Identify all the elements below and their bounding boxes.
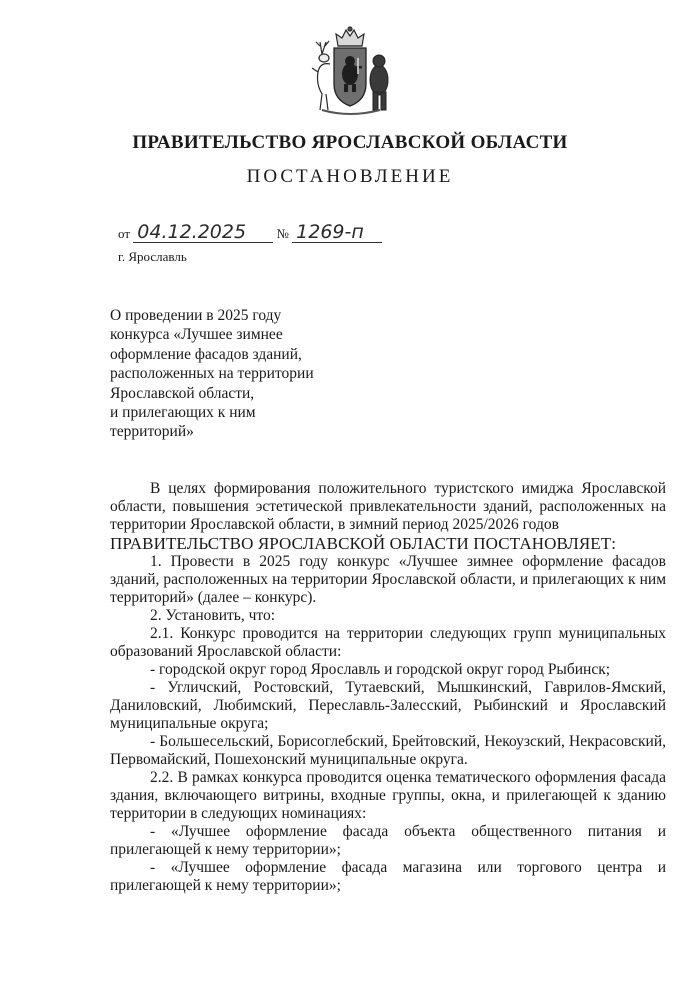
subject-line: конкурса «Лучшее зимнее xyxy=(110,326,283,344)
subject-line: расположенных на территории xyxy=(110,365,314,383)
subject-line: и прилегающих к ним xyxy=(110,404,256,422)
preamble-paragraph: В целях формирования положительного туристского имиджа Ярославской области, повышения эстетической привлекательности зданий, расположенных на территории Ярославской области, в зимний период 2025/2026 годов xyxy=(110,480,666,533)
organization-title: ПРАВИТЕЛЬСТВО ЯРОСЛАВСКОЙ ОБЛАСТИ xyxy=(132,132,568,153)
subject-line: О проведении в 2025 году xyxy=(110,307,282,324)
document-type: ПОСТАНОВЛЕНИЕ xyxy=(246,166,454,187)
paragraph-2: 2. Установить, что: xyxy=(150,607,276,624)
subject-line: территорий» xyxy=(110,423,194,441)
ribbon-icon xyxy=(322,110,380,114)
coat-of-arms-emblem xyxy=(300,24,400,116)
handwritten-date: 04.12.2025 xyxy=(133,222,273,243)
city-label: г. Ярославль xyxy=(118,249,187,264)
resolves-heading: ПРАВИТЕЛЬСТВО ЯРОСЛАВСКОЙ ОБЛАСТИ ПОСТАНОВЛЯЕТ: xyxy=(110,534,617,553)
document-body xyxy=(110,480,666,895)
subject-block xyxy=(110,306,410,442)
date-number-line xyxy=(118,222,382,248)
deer-supporter-icon xyxy=(312,41,330,110)
paragraph-2-1: 2.1. Конкурс проводится на территории следующих групп муниципальных образований Ярославской области: xyxy=(110,625,666,660)
subject-line: оформление фасадов зданий, xyxy=(110,345,302,363)
nomination-item-1: - «Лучшее оформление фасада объекта общественного питания и прилегающей к нему территории»; xyxy=(110,823,666,858)
crown-icon xyxy=(336,27,364,46)
subject-line: Ярославской области, xyxy=(110,384,255,402)
number-prefix: № xyxy=(276,226,289,241)
paragraph-1: 1. Провести в 2025 году конкурс «Лучшее зимнее оформление фасадов зданий, расположенных на территории Ярославской области, и прилегающих к ним территорий» (далее – конкурс). xyxy=(110,553,666,606)
handwritten-number: 1269-п xyxy=(292,222,382,243)
date-prefix: от xyxy=(118,226,131,241)
group-item-2: - Угличский, Ростовский, Тутаевский, Мышкинский, Гаврилов-Ямский, Даниловский, Любимский, Переславль-Залесский, Рыбинский и Ярославский муниципальные округа; xyxy=(110,679,666,732)
paragraph-2-2: 2.2. В рамках конкурса проводится оценка тематического оформления фасада здания, включающего витрины, входные группы, окна, и прилегающей к зданию территории в следующих номинациях: xyxy=(110,769,666,822)
group-item-3: - Большесельский, Борисоглебский, Брейтовский, Некоузский, Некрасовский, Первомайский, Пошехонский муниципальные округа. xyxy=(110,733,666,768)
group-item-1: - городской округ город Ярославль и городской округ город Рыбинск; xyxy=(150,661,611,678)
nomination-item-2: - «Лучшее оформление фасада магазина или торгового центра и прилегающей к нему территории»; xyxy=(110,859,666,894)
bear-supporter-icon xyxy=(370,55,388,110)
